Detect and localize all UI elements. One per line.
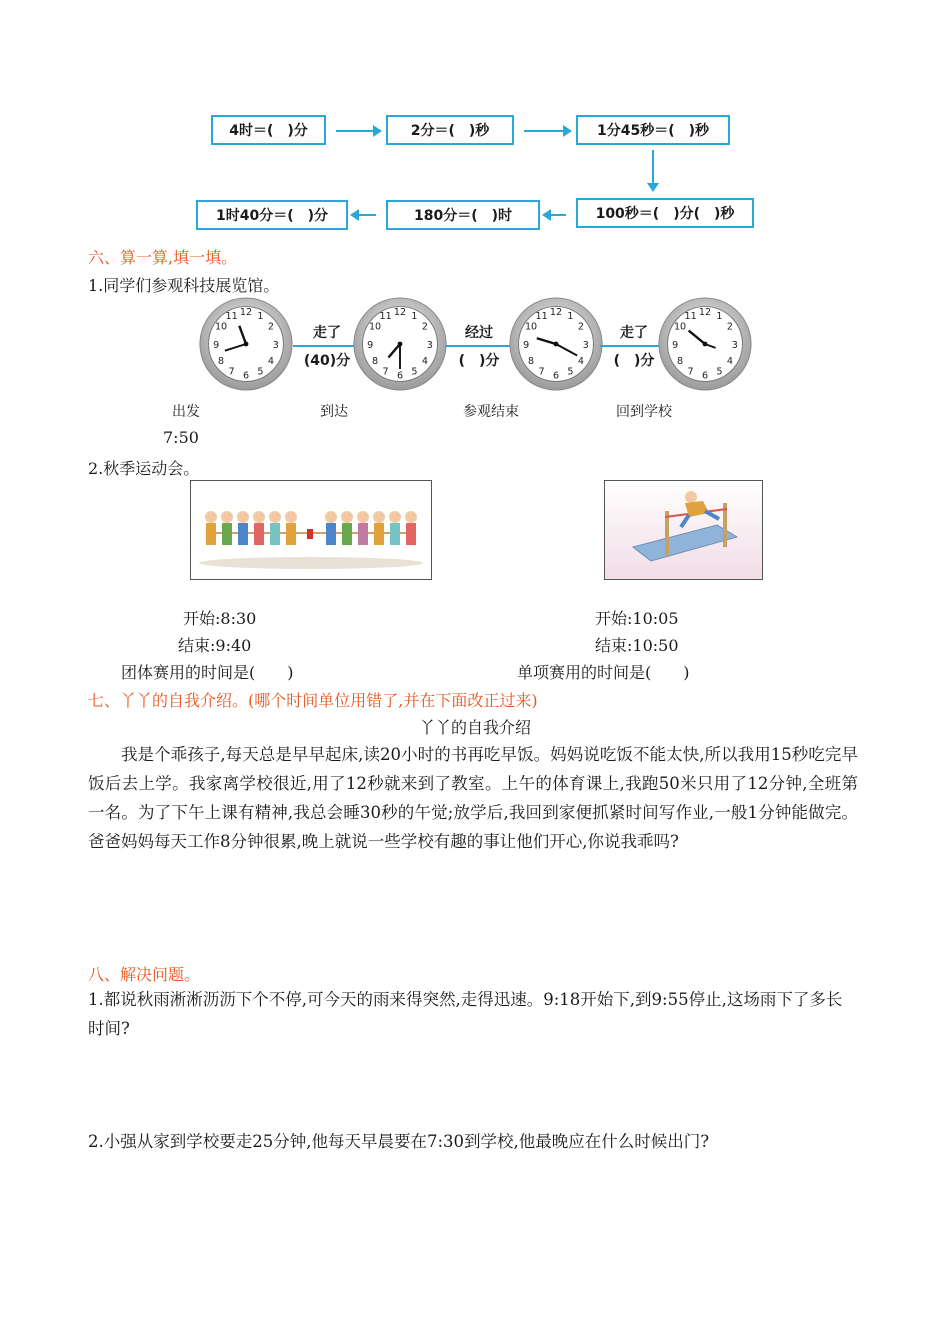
section-8-heading: 八、解决问题。 (88, 965, 201, 984)
svg-text:7: 7 (687, 366, 694, 378)
svg-text:5: 5 (567, 366, 574, 378)
svg-text:8: 8 (676, 356, 684, 368)
team-question[interactable]: 团体赛用的时间是( ) (121, 663, 294, 682)
svg-text:10: 10 (214, 321, 228, 333)
svg-text:1: 1 (567, 311, 574, 323)
svg-text:11: 11 (684, 311, 697, 323)
conversion-box-5[interactable] (386, 200, 540, 230)
clock-arrow-2 (441, 322, 517, 370)
svg-text:11: 11 (535, 311, 548, 323)
conversion-box-1-text: 4时＝( )分 (229, 123, 308, 139)
svg-text:2: 2 (267, 321, 275, 333)
svg-text:10: 10 (673, 321, 687, 333)
clock-caption-visit-end: 参观结束 (463, 404, 519, 420)
svg-text:9: 9 (367, 339, 374, 351)
clock-arrow-3-value[interactable]: ( )分 (613, 353, 655, 369)
flow-arrow-2 (524, 130, 564, 132)
svg-text:12: 12 (393, 307, 407, 319)
svg-text:5: 5 (411, 366, 418, 378)
svg-text:1: 1 (411, 311, 418, 323)
svg-text:1: 1 (716, 311, 723, 323)
svg-text:4: 4 (267, 356, 275, 368)
clock-arrow-1-label: 走了 (313, 325, 341, 341)
svg-text:3: 3 (582, 339, 589, 351)
svg-text:12: 12 (549, 307, 563, 319)
conversion-box-3-text: 1分45秒＝( )秒 (596, 123, 710, 139)
conversion-box-6[interactable] (196, 200, 348, 230)
team-start: 开始:8:30 (183, 609, 257, 628)
problem-2 (88, 1127, 858, 1156)
essay-title: 丫丫的自我介绍 (418, 718, 531, 737)
single-question[interactable]: 单项赛用的时间是( ) (517, 663, 690, 682)
tug-of-war-picture (190, 480, 432, 580)
svg-text:9: 9 (523, 339, 530, 351)
svg-text:6: 6 (552, 370, 560, 382)
svg-text:6: 6 (396, 370, 404, 382)
conversion-box-1[interactable] (211, 115, 326, 145)
svg-text:6: 6 (701, 370, 709, 382)
clock-caption-return: 回到学校 (616, 404, 672, 420)
essay-body-text: 我是个乖孩子,每天总是早早起床,读20小时的书再吃早饭。妈妈说吃饭不能太快,所以我用15秒吃完早饭后去上学。我家离学校很近,用了12秒就来到了教室。上午的体育课上,我跑50米只用了12分钟,全班第一名。为了下午上课有精神,我总会睡30秒的午觉;放学后,我回到家便抓紧时间写作业,一般1分钟能做完。爸爸妈妈每天工作8分钟很累,晚上就说一些学校有趣的事让他们开心,你说我乖吗? (88, 745, 858, 851)
svg-text:8: 8 (527, 356, 535, 368)
svg-text:5: 5 (257, 366, 264, 378)
svg-text:7: 7 (538, 366, 545, 378)
flow-arrow-4 (550, 214, 566, 216)
flow-arrow-3 (652, 150, 654, 184)
clock-arrive (352, 296, 448, 392)
svg-text:10: 10 (368, 321, 382, 333)
problem-1 (88, 985, 858, 1043)
clock-arrow-1-value[interactable]: (40)分 (303, 353, 351, 369)
clock-visit-end (508, 296, 604, 392)
section-7-heading: 七、丫丫的自我介绍。(哪个时间单位用错了,并在下面改正过来) (88, 691, 538, 710)
svg-text:5: 5 (716, 366, 723, 378)
svg-text:1: 1 (257, 311, 264, 323)
clock-arrow-3-label: 走了 (620, 325, 648, 341)
single-end: 结束:10:50 (595, 636, 679, 655)
svg-text:3: 3 (731, 339, 738, 351)
section-6-heading: 六、算一算,填一填。 (88, 248, 238, 267)
svg-text:7: 7 (382, 366, 389, 378)
conversion-box-2[interactable] (386, 115, 514, 145)
clock-caption-depart: 出发 (172, 404, 200, 420)
svg-text:11: 11 (379, 311, 392, 323)
svg-text:4: 4 (421, 356, 429, 368)
svg-text:2: 2 (421, 321, 429, 333)
svg-text:4: 4 (577, 356, 585, 368)
svg-text:8: 8 (217, 356, 225, 368)
problem-1-text: 1.都说秋雨淅淅沥沥下个不停,可今天的雨来得突然,走得迅速。9:18开始下,到9:55停止,这场雨下了多长时间? (88, 990, 843, 1038)
clock-caption-arrive: 到达 (320, 404, 348, 420)
svg-text:9: 9 (213, 339, 220, 351)
svg-text:3: 3 (426, 339, 433, 351)
clock-arrow-2-value[interactable]: ( )分 (458, 353, 500, 369)
svg-text:12: 12 (698, 307, 712, 319)
conversion-box-5-text: 180分＝( )时 (413, 208, 513, 224)
svg-text:4: 4 (726, 356, 734, 368)
svg-text:7: 7 (228, 366, 235, 378)
flow-arrow-1 (336, 130, 374, 132)
svg-text:11: 11 (225, 311, 238, 323)
section-6-question-2: 2.秋季运动会。 (88, 459, 200, 478)
svg-text:6: 6 (242, 370, 250, 382)
svg-text:10: 10 (524, 321, 538, 333)
team-end: 结束:9:40 (178, 636, 252, 655)
high-jump-picture (604, 480, 763, 580)
essay-body (88, 740, 858, 856)
conversion-box-4[interactable] (576, 198, 754, 228)
conversion-box-4-text: 100秒＝( )分( )秒 (595, 206, 735, 222)
flow-arrow-5 (358, 214, 376, 216)
clock-depart (198, 296, 294, 392)
svg-text:2: 2 (726, 321, 734, 333)
problem-2-text: 2.小强从家到学校要走25分钟,他每天早晨要在7:30到学校,他最晚应在什么时候出门? (88, 1132, 710, 1151)
start-time: 7:50 (163, 428, 199, 447)
single-start: 开始:10:05 (595, 609, 679, 628)
svg-text:8: 8 (371, 356, 379, 368)
clock-arrow-2-label: 经过 (465, 325, 493, 341)
clock-return (657, 296, 753, 392)
svg-text:12: 12 (239, 307, 253, 319)
section-6-question-1: 1.同学们参观科技展览馆。 (88, 276, 280, 295)
svg-text:9: 9 (672, 339, 679, 351)
conversion-box-6-text: 1时40分＝( )分 (215, 208, 329, 224)
svg-text:3: 3 (272, 339, 279, 351)
conversion-box-2-text: 2分＝( )秒 (410, 123, 490, 139)
conversion-box-3[interactable] (576, 115, 730, 145)
svg-text:2: 2 (577, 321, 585, 333)
